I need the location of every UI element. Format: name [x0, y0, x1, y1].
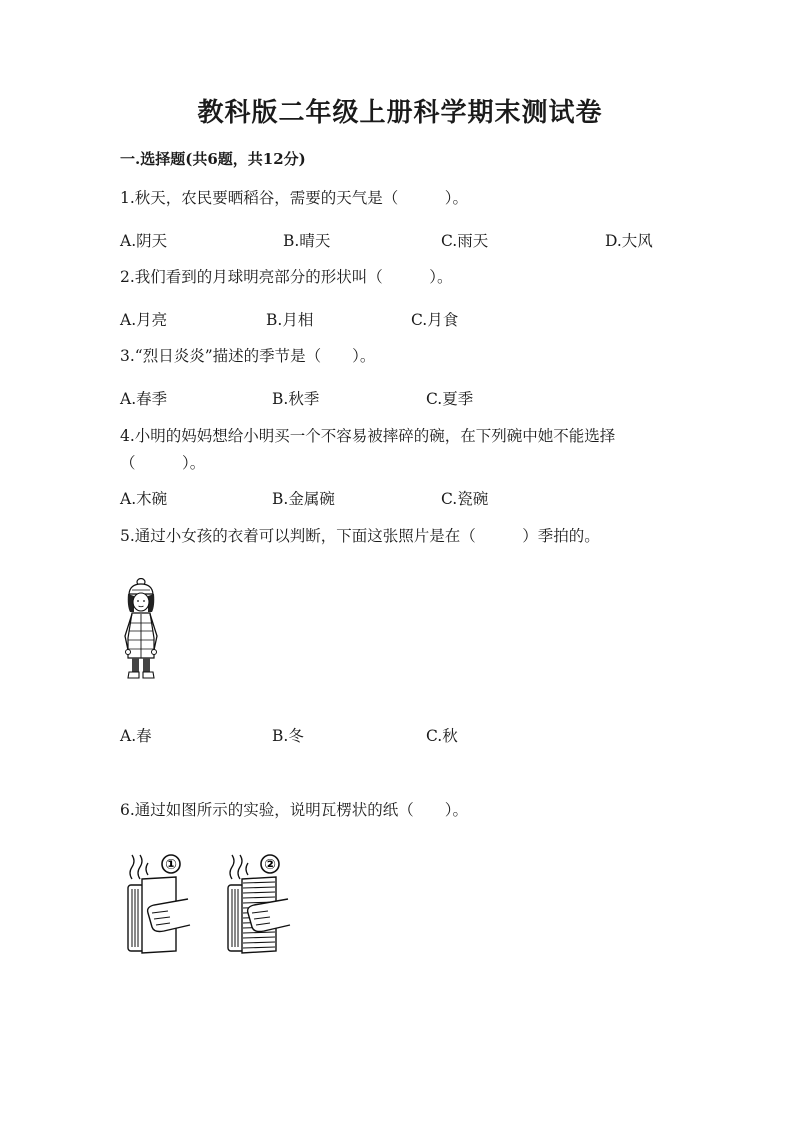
figure-2-label: ② [264, 857, 276, 873]
figure-1-label: ① [165, 857, 177, 873]
q3-option-c: C.夏季 [426, 390, 474, 408]
q1-option-c: C.雨天 [441, 232, 489, 250]
page-title: 教科版二年级上册科学期末测试卷 [197, 98, 603, 128]
girl-winter-coat-illustration [118, 578, 164, 682]
q5-option-c: C.秋 [426, 727, 458, 745]
q1-option-b: B.晴天 [283, 232, 331, 250]
q1-option-d: D.大风 [605, 232, 653, 250]
q2-option-a: A.月亮 [120, 311, 168, 329]
q3-option-b: B.秋季 [272, 390, 320, 408]
question-2: 2.我们看到的月球明亮部分的形状叫（ ）。 [120, 268, 453, 286]
q4-option-a: A.木碗 [120, 490, 168, 508]
question-3: 3.“烈日炎炎”描述的季节是（ ）。 [120, 347, 376, 365]
q4-option-b: B.金属碗 [272, 490, 335, 508]
experiment-figure-1 [124, 853, 200, 959]
q5-option-b: B.冬 [272, 727, 304, 745]
q5-option-a: A.春 [120, 727, 152, 745]
experiment-figure-2 [224, 853, 300, 959]
q2-option-c: C.月食 [411, 311, 459, 329]
q4-option-c: C.瓷碗 [441, 490, 489, 508]
question-1: 1.秋天，农民要晒稻谷，需要的天气是（ ）。 [120, 189, 469, 207]
question-4: 4.小明的妈妈想给小明买一个不容易被摔碎的碗，在下列碗中她不能选择（ ）。 [120, 427, 616, 472]
q3-option-a: A.春季 [120, 390, 168, 408]
q1-option-a: A.阴天 [120, 232, 168, 250]
question-6: 6.通过如图所示的实验，说明瓦楞状的纸（ ）。 [120, 801, 469, 819]
q2-option-b: B.月相 [266, 311, 314, 329]
question-5: 5.通过小女孩的衣着可以判断，下面这张照片是在（ ）季拍的。 [120, 527, 600, 545]
section-heading: 一.选择题(共6题，共12分) [120, 150, 306, 168]
